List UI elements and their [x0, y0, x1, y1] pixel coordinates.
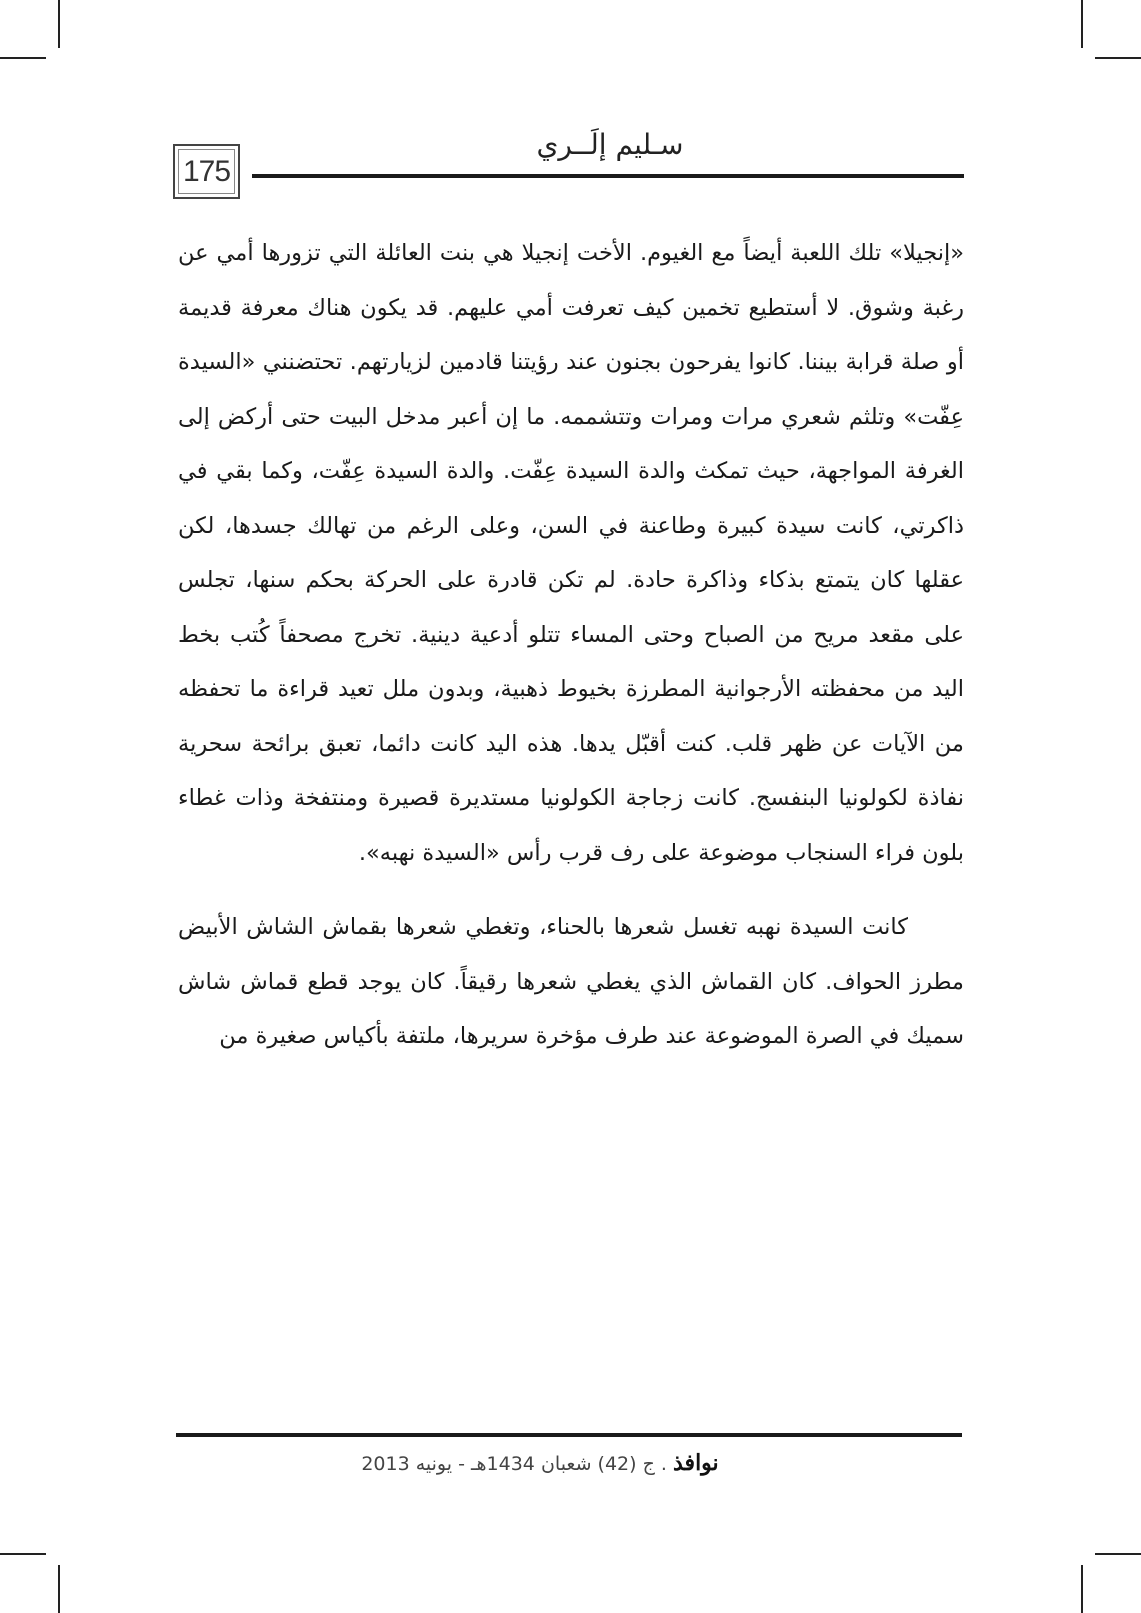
footer-rule [176, 1433, 962, 1437]
crop-mark [0, 57, 46, 59]
crop-mark [1081, 1565, 1083, 1613]
crop-mark [58, 1565, 60, 1613]
crop-mark [1081, 0, 1083, 48]
header-rule [252, 174, 964, 178]
crop-mark [58, 0, 60, 48]
body-text [178, 226, 964, 1064]
paragraph-1: «إنجيلا» تلك اللعبة أيضاً مع الغيوم. الأخت إنجيلا هي بنت العائلة التي تزورها أمي عن رغبة وشوق. لا أستطيع تخمين كيف تعرفت أمي عليهم. قد يكون هناك معرفة قديمة أو صلة قرابة بيننا. كانوا يفرحون بجنون عند رؤيتنا قادمين لزيارتهم. تحتضنني «السيدة عِفّت» وتلثم شعري مرات ومرات وتتشممه. ما إن أعبر مدخل البيت حتى أركض إلى الغرفة المواجهة، حيث تمكث والدة السيدة عِفّت. والدة السيدة عِفّت، وكما بقي في ذاكرتي، كانت سيدة كبيرة وطاعنة في السن، وعلى الرغم من تهالك جسدها، لكن عقلها كان يتمتع بذكاء وذاكرة حادة. لم تكن قادرة على الحركة بحكم سنها، تجلس على مقعد مريح من الصباح وحتى المساء تتلو أدعية دينية. تخرج مصحفاً كُتب بخط اليد من محفظته الأرجوانية المطرزة بخيوط ذهبية، وبدون ملل تعيد قراءة ما تحفظه من الآيات عن ظهر قلب. كنت أقبّل يدها. هذه اليد كانت دائما، تعبق برائحة سحرية نفاذة لكولونيا البنفسج. كانت زجاجة الكولونيا مستديرة قصيرة ومنتفخة وذات غطاء بلون فراء السنجاب موضوعة على رف قرب رأس «السيدة نهبه». [178, 240, 964, 866]
crop-mark [1095, 57, 1141, 59]
running-header-author: سـليم إلَــري [536, 128, 684, 161]
crop-mark [1095, 1553, 1141, 1555]
paragraph-2: كانت السيدة نهبه تغسل شعرها بالحناء، وتغطي شعرها بقماش الشاش الأبيض مطرز الحواف. كان القماش الذي يغطي شعرها رقيقاً. كان يوجد قطع قماش شاش سميك في الصرة الموضوعة عند طرف مؤخرة سريرها، ملتفة بأكياس صغيرة من [178, 914, 964, 1049]
page-number-box [173, 144, 240, 199]
page-number: 175 [178, 149, 235, 194]
footer-citation [290, 1450, 790, 1476]
issue-info: . ج (42) شعبان 1434هـ - يونيه 2013 [361, 1453, 667, 1475]
journal-logo: نوافذ [673, 1450, 719, 1476]
crop-mark [0, 1553, 46, 1555]
